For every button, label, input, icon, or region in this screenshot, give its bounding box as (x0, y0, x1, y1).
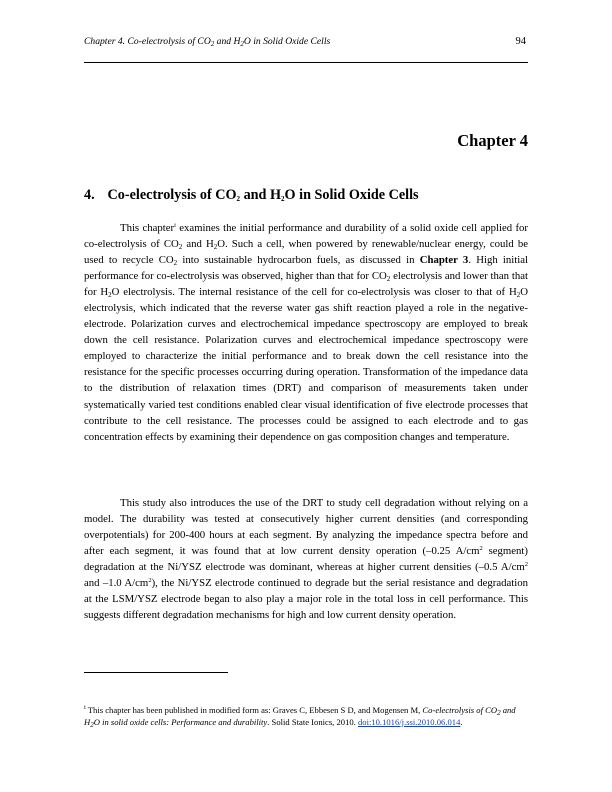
section-heading: 4. Co-electrolysis of $CO_2$ and $H_2O$ in Solid Oxide Cells (84, 187, 419, 203)
body-paragraph-1: This chapter$^i$ examines the initial performance and durability of a solid oxide cell applied for co-electrolysis of $CO_2$ and $H_2O$. Such a cell, when powered by renewable/nuclear energy, could be used to recycle $CO_2$ into sustainable hydrocarbon fuels, as discussed in Chapter 3. High initial performance for co-electrolysis was observed, higher than that for $CO_2$ electrolysis and lower than that for $H_2O$ electrolysis. The internal resistance of the cell for co-electrolysis was closer to that of $H_2O$ electrolysis, which indicated that the reverse water gas shift reaction played a role in the negative-electrode. Polarization curves and electrochemical impedance spectroscopy are employed to break down the cell resistance. Polarization curves and electrochemical impedance spectroscopy were employed to characterize the initial performance and to break down the cell resistance into the resistance for the specific processes occurring during operation. Transformation of the impedance data to the distribution of relaxation times (DRT) and comparison of measurements taken under systematically varied test conditions enabled clear visual identification of five electrode processes that contribute to the cell resistance. The processes could be assigned to each electrode and to gas concentration effects by examining their dependence on gas composition changes and temperature. (84, 222, 529, 443)
doi-link[interactable]: doi:10.1016/j.ssi.2010.06.014 (357, 716, 461, 727)
footnote-divider (84, 672, 228, 673)
header-divider (84, 62, 528, 63)
running-header (84, 33, 528, 49)
body-paragraph-2: This study also introduces the use of the DRT to study cell degradation without relying on a model. The durability was tested at consecutively higher current densities (and corresponding overpotentials) for 200-400 hours at each segment. By analyzing the impedance spectra before and after each segment, it was found that at low current density operation (–0.25 $A/cm^2$ segment) degradation at the Ni/YSZ electrode was dominant, whereas at higher current densities (–0.5 $A/cm^2$ and –1.0 $A/cm^2$), the Ni/YSZ electrode continued to degrade but the serial resistance and degradation at the LSM/YSZ electrode began to also play a major role in the total loss in cell performance. This suggests different degradation mechanisms for high and low current density operation. (84, 497, 529, 622)
footnote: $^i$ This chapter has been published in modified form as: Graves C, Ebbesen S D, and Mogensen M, Co-electrolysis of $CO_2$ and $H_2O$ in solid oxide cells: Performance and durability. Solid State Ionics, 2010. doi:10.1016/j.ssi.2010.06.014. (84, 704, 516, 729)
chapter-reference: Chapter 3 (419, 254, 469, 267)
page-number: 94 (515, 36, 526, 47)
chapter-label: Chapter 4 (457, 131, 528, 150)
running-header-title: Chapter 4. Co-electrolysis of $CO_2$ and $H_2O$ in Solid Oxide Cells (84, 36, 331, 48)
section-number: 4. (84, 187, 95, 203)
footnote-marker-bottom: i (84, 704, 86, 711)
footnote-citation-title: Co-electrolysis of $CO_2$ and $H_2O$ in solid oxide cells: Performance and durability (84, 705, 516, 729)
footnote-marker[interactable]: i (174, 222, 176, 229)
